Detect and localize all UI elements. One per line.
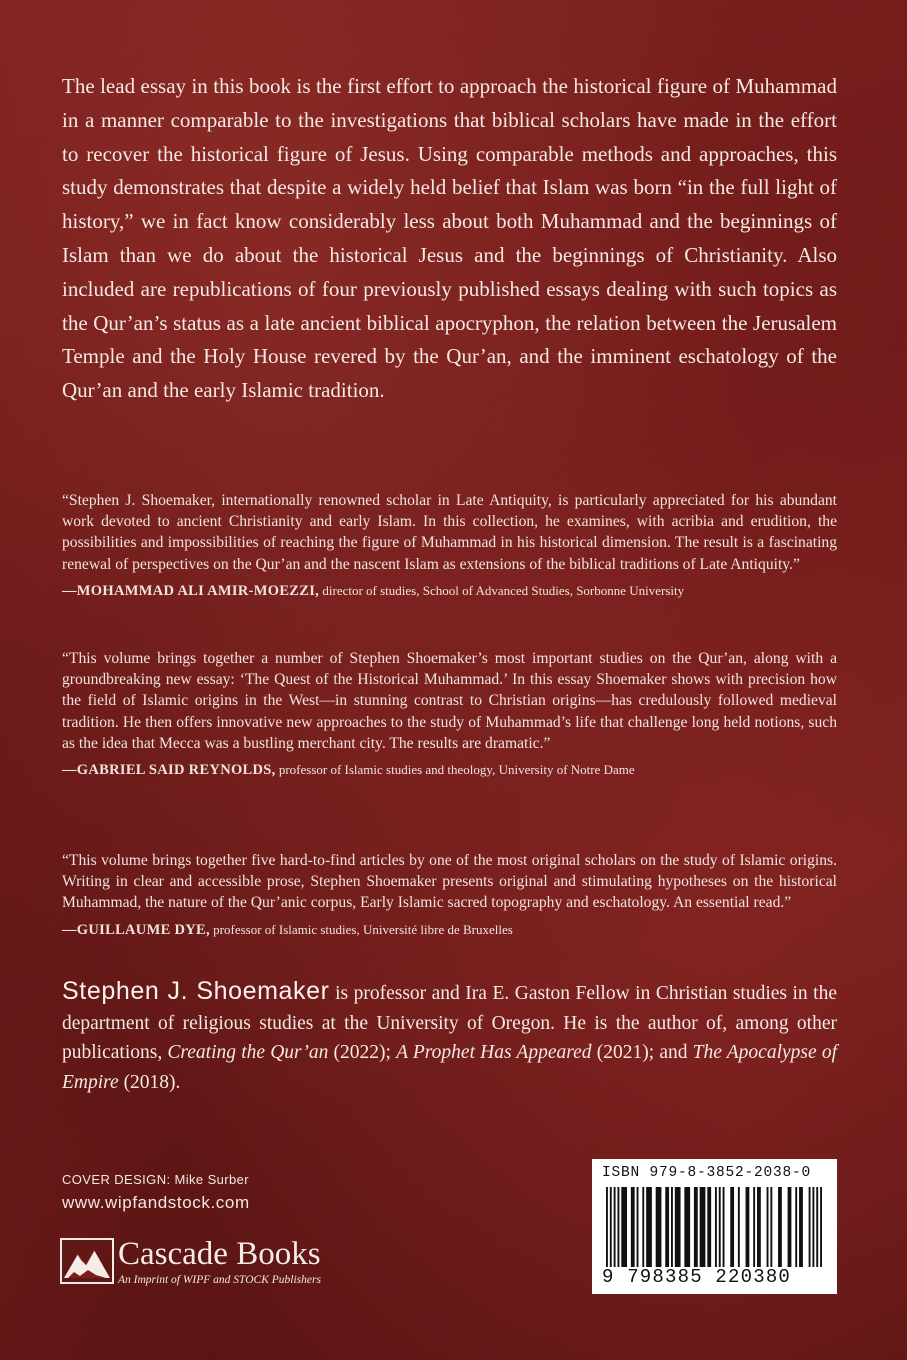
barcode-bar — [694, 1187, 698, 1267]
barcode-bar — [820, 1187, 822, 1267]
author-bio — [62, 977, 837, 1097]
endorsement-attribution — [62, 921, 837, 939]
book-title: A Prophet Has Appeared — [396, 1042, 592, 1064]
endorser-name: —GUILLAUME DYE, — [62, 921, 210, 938]
bio-text: (2021); and — [591, 1042, 693, 1064]
barcode-bar — [730, 1187, 734, 1267]
barcode-bar — [610, 1187, 612, 1267]
barcode-bar — [656, 1187, 662, 1267]
barcode-bar — [665, 1187, 669, 1267]
barcode-bar — [770, 1187, 772, 1267]
bio-text: is professor and Ira E. Gaston Fellow in Christian studies in the department of religious studies at the University of Oregon. He is the author of, among other publications, — [62, 983, 837, 1064]
barcode-bar — [719, 1187, 721, 1267]
endorsement-2 — [62, 648, 837, 779]
barcode-bar — [746, 1187, 750, 1267]
cover-designer: Mike Surber — [174, 1172, 249, 1187]
barcode-bars — [606, 1187, 822, 1267]
barcode-bar — [614, 1187, 616, 1267]
barcode-bar — [738, 1187, 740, 1267]
publisher-website[interactable]: www.wipfandstock.com — [62, 1193, 250, 1212]
endorsement-1 — [62, 490, 837, 600]
publisher-imprint: An Imprint of WIPF and STOCK Publishers — [118, 1274, 321, 1286]
endorsement-attribution — [62, 582, 837, 600]
barcode-digits: 9 798385 220380 — [602, 1266, 792, 1288]
barcode-bar — [809, 1187, 811, 1267]
barcode-bar — [767, 1187, 769, 1267]
endorsement-quote: “This volume brings together five hard-to-find articles by one of the most original scholars on the study of Islamic origins. Writing in clear and accessible prose, Stephen Shoemaker presents original and stimulating hypotheses on the historical Muhammad, the nature of the Qur’anic corpus, Early Islamic sacred topography and eschatology. An essential read.” — [62, 852, 837, 912]
barcode-bar — [757, 1187, 761, 1267]
author-name: Stephen J. Shoemaker — [62, 977, 330, 1005]
barcode-bar — [606, 1187, 608, 1267]
credits — [62, 1172, 250, 1213]
endorsement-quote: “This volume brings together a number of Stephen Shoemaker’s most important studies on the Qur’an, along with a groundbreaking new essay: ‘The Quest of the Historical Muhammad.’ In this essay Shoemaker shows with precision how the field of Islamic origins in the West—in stunning contrast to Christian origins—has credulously followed medieval tradition. He then offers innovative new approaches to the study of Muhammad’s life that challenge long held notions, such as the idea that Mecca was a bustling merchant city. The results are dramatic.” — [62, 650, 837, 752]
barcode-bar — [816, 1187, 818, 1267]
isbn-barcode — [592, 1159, 837, 1294]
book-title: Creating the Qur’an — [167, 1042, 329, 1064]
isbn-label: ISBN 979-8-3852-2038-0 — [602, 1165, 812, 1181]
cover-design-label: COVER DESIGN: — [62, 1172, 171, 1187]
endorsement-attribution — [62, 761, 837, 779]
barcode-bar — [799, 1187, 803, 1267]
barcode-bar — [646, 1187, 652, 1267]
barcode-bar — [812, 1187, 814, 1267]
barcode-bar — [642, 1187, 644, 1267]
endorsement-3 — [62, 850, 837, 939]
endorser-name: —MOHAMMAD ALI AMIR-MOEZZI, — [62, 582, 320, 599]
barcode-bar — [788, 1187, 792, 1267]
cover-design-credit — [62, 1172, 250, 1187]
endorsement-quote: “Stephen J. Shoemaker, internationally renowned scholar in Late Antiquity, is particularly appreciated for his abundant work devoted to ancient Christianity and early Islam. In this collection, he examines, with acribia and erudition, the possibilities and impossibilities of reaching the figure of Muhammad in his historical dimension. The result is a fascinating renewal of perspectives on the Qur’an and the nascent Islam as extensions of the biblical traditions of Late Antiquity.” — [62, 492, 837, 573]
barcode-bar — [631, 1187, 635, 1267]
barcode-bar — [753, 1187, 755, 1267]
barcode-bar — [715, 1187, 717, 1267]
barcode-bar — [684, 1187, 690, 1267]
barcode-bar — [637, 1187, 639, 1267]
publisher-name: Cascade Books — [118, 1236, 321, 1272]
barcode-bar — [675, 1187, 681, 1267]
endorser-role: director of studies, School of Advanced Studies, Sorbonne University — [322, 582, 685, 598]
barcode-bar — [617, 1187, 619, 1267]
endorser-role: professor of Islamic studies, Université libre de Bruxelles — [213, 921, 513, 937]
bio-text: (2022); — [328, 1042, 397, 1064]
barcode-bar — [707, 1187, 711, 1267]
barcode-bar — [795, 1187, 797, 1267]
barcode-bar — [723, 1187, 725, 1267]
lead-paragraph: The lead essay in this book is the first effort to approach the historical figure of Muhammad in a manner comparable to the investigations that biblical scholars have made in the effort to recover the historical figure of Jesus. Using comparable methods and approaches, this study demonstrates that despite a widely held belief that Islam was born “in the full light of history,” we in fact know considerably less about both Muhammad and the beginnings of Islam than we do about the historical Jesus and the beginnings of Christianity. Also included are republications of four previously published essays dealing with such topics as the Qur’an’s status as a late ancient biblical apocryphon, the relation between the Jerusalem Temple and the Holy House revered by the Qur’an, and the imminent eschatology of the Qur’an and the early Islamic tradition. — [62, 74, 837, 403]
book-title: The Apocalypse of Empire — [62, 1042, 838, 1093]
barcode-bar — [700, 1187, 706, 1267]
barcode-bar — [671, 1187, 673, 1267]
endorser-name: —GABRIEL SAID REYNOLDS, — [62, 762, 276, 779]
endorser-role: professor of Islamic studies and theology, University of Notre Dame — [278, 762, 635, 778]
barcode-bar — [621, 1187, 627, 1267]
publisher-logo — [60, 1236, 390, 1296]
bio-text: (2018). — [118, 1071, 181, 1093]
mountain-house-icon — [60, 1238, 114, 1284]
barcode-bar — [778, 1187, 782, 1267]
